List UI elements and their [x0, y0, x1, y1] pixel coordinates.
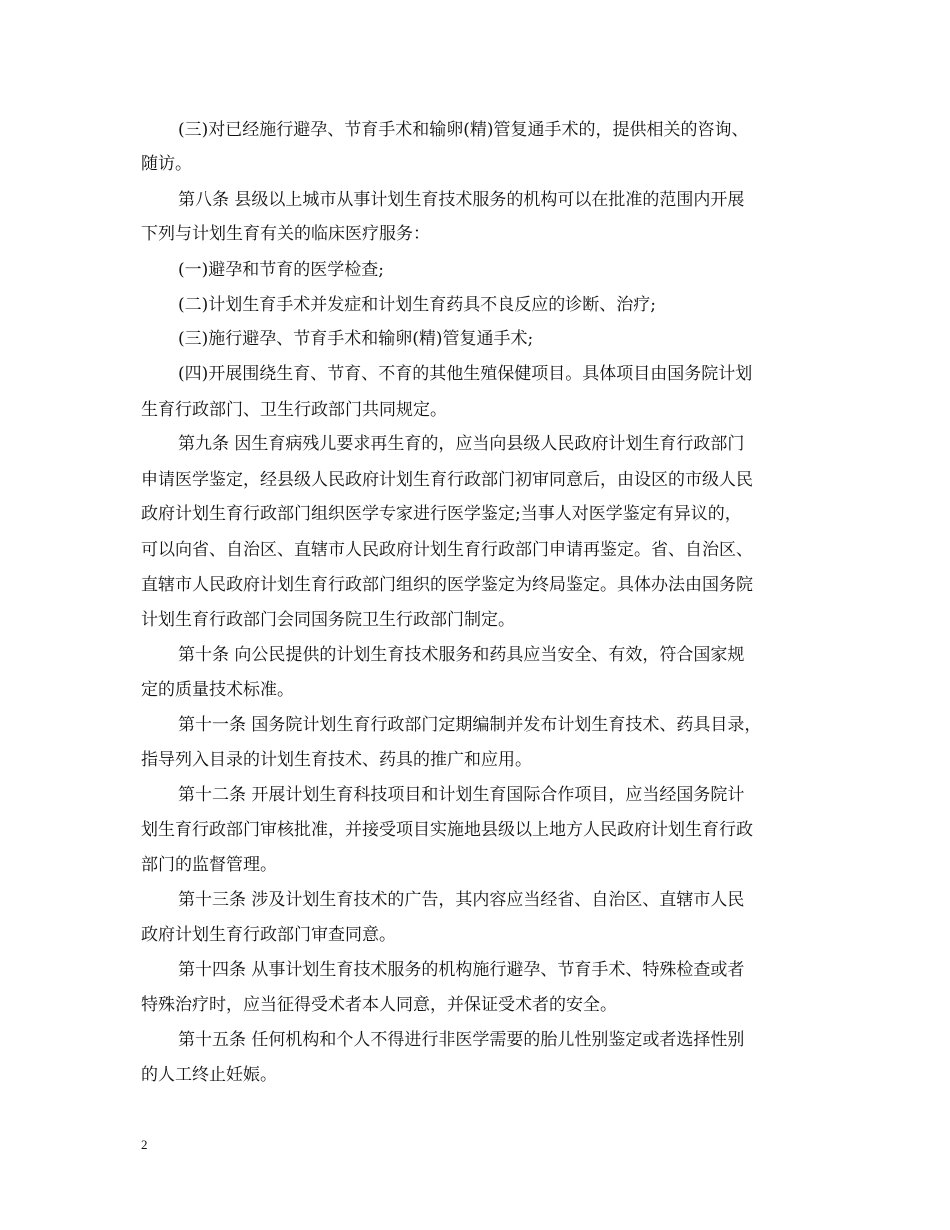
text-line: 第十三条 涉及计划生育技术的广告，其内容应当经省、自治区、直辖市人民	[178, 890, 745, 910]
text-line: 的人工终止妊娠。	[141, 1065, 277, 1085]
text-line: (四)开展围绕生育、节育、不育的其他生殖保健项目。具体项目由国务院计划	[178, 364, 753, 384]
text-line: (二)计划生育手术并发症和计划生育药具不良反应的诊断、治疗;	[178, 295, 656, 315]
text-line: 部门的监督管理。	[141, 855, 277, 875]
text-line: 第八条 县级以上城市从事计划生育技术服务的机构可以在批准的范围内开展	[178, 190, 745, 210]
text-line: 随访。	[141, 154, 192, 174]
text-line: 第十五条 任何机构和个人不得进行非医学需要的胎儿性别鉴定或者选择性别	[178, 1030, 745, 1050]
text-line: 第十条 向公民提供的计划生育技术服务和药具应当安全、有效，符合国家规	[178, 645, 745, 665]
text-line: 第十一条 国务院计划生育行政部门定期编制并发布计划生育技术、药具目录，	[178, 715, 762, 735]
text-line: (一)避孕和节育的医学检查;	[178, 260, 384, 280]
text-line: (三)施行避孕、节育手术和输卵(精)管复通手术;	[178, 329, 534, 349]
text-line: 政府计划生育行政部门审查同意。	[141, 925, 396, 945]
text-line: 定的质量技术标准。	[141, 680, 294, 700]
text-line: 指导列入目录的计划生育技术、药具的推广和应用。	[141, 750, 532, 770]
text-line: 下列与计划生育有关的临床医疗服务：	[141, 224, 430, 244]
text-line: 第九条 因生育病残儿要求再生育的，应当向县级人民政府计划生育行政部门	[178, 434, 745, 454]
text-line: 划生育行政部门审核批准，并接受项目实施地县级以上地方人民政府计划生育行政	[141, 820, 753, 840]
text-line: 第十二条 开展计划生育科技项目和计划生育国际合作项目，应当经国务院计	[178, 785, 745, 805]
text-line: 政府计划生育行政部门组织医学专家进行医学鉴定;当事人对医学鉴定有异议的，	[141, 504, 742, 524]
text-line: 直辖市人民政府计划生育行政部门组织的医学鉴定为终局鉴定。具体办法由国务院	[141, 575, 753, 595]
text-line: 生育行政部门、卫生行政部门共同规定。	[141, 400, 447, 420]
text-line: 特殊治疗时，应当征得受术者本人同意，并保证受术者的安全。	[141, 995, 617, 1015]
page-number: 2	[141, 1137, 148, 1152]
text-line: 计划生育行政部门会同国务院卫生行政部门制定。	[141, 610, 515, 630]
text-line: (三)对已经施行避孕、节育手术和输卵(精)管复通手术的，提供相关的咨询、	[178, 120, 749, 140]
text-line: 可以向省、自治区、直辖市人民政府计划生育行政部门申请再鉴定。省、自治区、	[141, 540, 753, 560]
text-line: 申请医学鉴定，经县级人民政府计划生育行政部门初审同意后，由设区的市级人民	[141, 470, 753, 490]
text-line: 第十四条 从事计划生育技术服务的机构施行避孕、节育手术、特殊检查或者	[178, 960, 745, 980]
